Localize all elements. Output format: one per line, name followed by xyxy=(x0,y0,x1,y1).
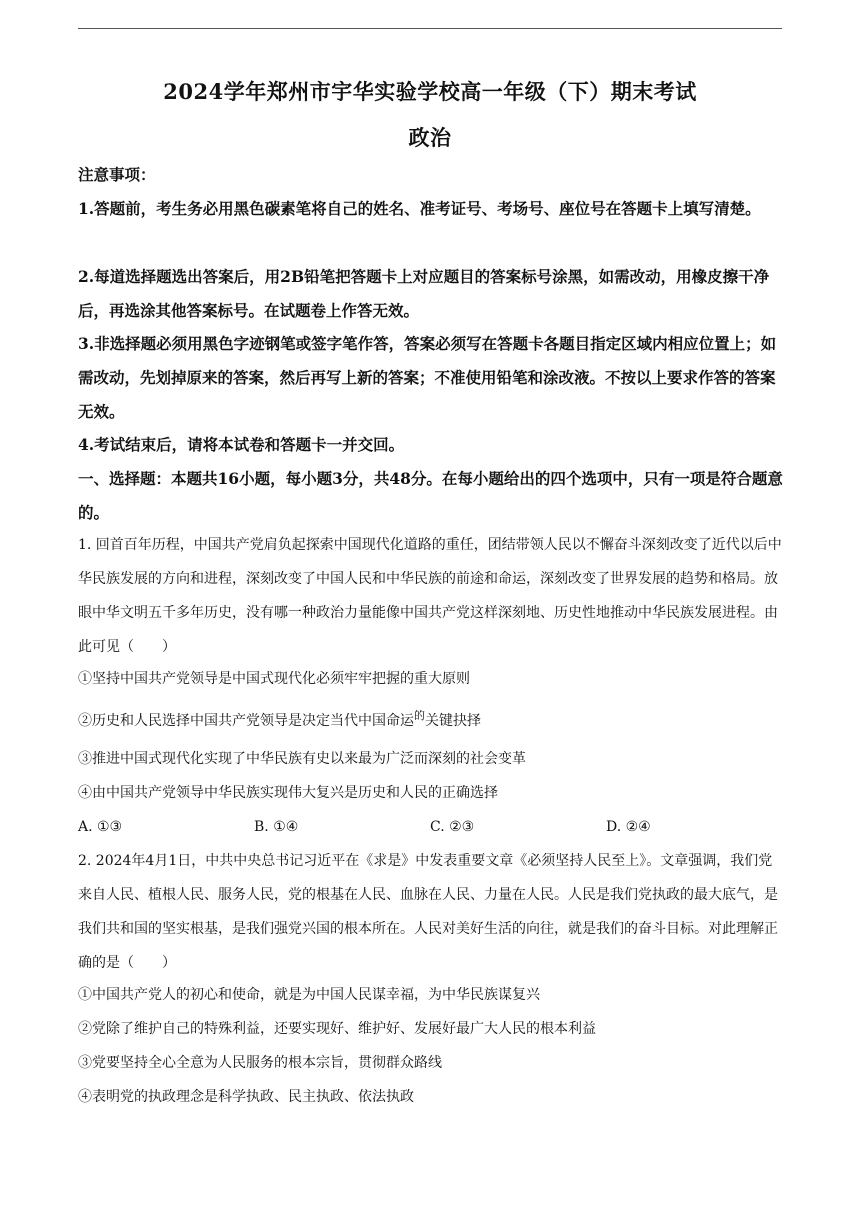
question-1-option-1: ①坚持中国共产党领导是中国式现代化必须牢牢把握的重大原则 xyxy=(78,671,470,687)
question-1-choice-c[interactable]: C. ②③ xyxy=(430,819,475,835)
question-1-choice-b[interactable]: B. ①④ xyxy=(254,819,299,835)
question-1-option-2-text: ②历史和人民选择中国共产党领导是决定当代中国命运 xyxy=(78,713,414,729)
question-1-choice-d[interactable]: D. ②④ xyxy=(606,819,651,835)
question-1-option-2-sup: 的 xyxy=(414,709,425,722)
notice-item-1: 1.答题前，考生务必用黑色碳素笔将自己的姓名、准考证号、考场号、座位号在答题卡上填写清楚。 xyxy=(78,199,761,218)
question-1-option-3: ③推进中国式现代化实现了中华民族有史以来最为广泛而深刻的社会变革 xyxy=(78,751,526,767)
notice-item-2: 2.每道选择题选出答案后，用2B铅笔把答题卡上对应题目的答案标号涂黑，如需改动，用橡皮擦干净后，再选涂其他答案标号。在试题卷上作答无效。 xyxy=(78,267,770,320)
question-1-option-2 xyxy=(78,704,782,739)
question-1-option-2-tail: 关键抉择 xyxy=(425,713,481,729)
question-1-stem: 1. 回首百年历程，中国共产党肩负起探索中国现代化道路的重任，团结带领人民以不懈奋斗深刻改变了近代以后中华民族发展的方向和进程，深刻改变了中国人民和中华民族的前途和命运，深刻改变了世界发展的趋势和格局。放眼中华文明五千多年历史，没有哪一种政治力量能像中国共产党这样深刻地、历史性地推动中华民族发展进程。由此可见（ ） xyxy=(78,537,782,655)
question-1-choice-a[interactable]: A. ①③ xyxy=(78,819,123,835)
question-2-option-4: ④表明党的执政理念是科学执政、民主执政、依法执政 xyxy=(78,1089,414,1105)
question-1-choices xyxy=(78,810,782,844)
section-heading: 一、选择题：本题共16小题，每小题3分，共48分。在每小题给出的四个选项中，只有一项是符合题意的。 xyxy=(78,469,783,522)
notice-heading: 注意事项： xyxy=(78,165,156,184)
exam-title: 2024学年郑州市宇华实验学校高一年级（下）期末考试 xyxy=(163,79,697,104)
question-2-option-3: ③党要坚持全心全意为人民服务的根本宗旨，贯彻群众路线 xyxy=(78,1055,442,1071)
exam-subject: 政治 xyxy=(408,125,452,150)
question-1-option-4: ④由中国共产党领导中华民族实现伟大复兴是历史和人民的正确选择 xyxy=(78,785,498,801)
question-2-option-2: ②党除了维护自己的特殊利益，还要实现好、维护好、发展好最广大人民的根本利益 xyxy=(78,1021,596,1037)
notice-item-3: 3.非选择题必须用黑色字迹钢笔或签字笔作答，答案必须写在答题卡各题目指定区域内相应位置上；如需改动，先划掉原来的答案，然后再写上新的答案；不准使用铅笔和涂改液。不按以上要求作答的答案无效。 xyxy=(78,334,777,421)
question-2-stem: 2. 2024年4月1日，中共中央总书记习近平在《求是》中发表重要文章《必须坚持人民至上》。文章强调，我们党来自人民、植根人民、服务人民，党的根基在人民、血脉在人民、力量在人民。人民是我们党执政的最大底气，是我们共和国的坚实根基，是我们强党兴国的根本所在。人民对美好生活的向往，就是我们的奋斗目标。对此理解正确的是（ ） xyxy=(78,853,778,971)
header-rule xyxy=(78,28,782,29)
notice-item-4: 4.考试结束后，请将本试卷和答题卡一并交回。 xyxy=(78,435,405,454)
question-2-option-1: ①中国共产党人的初心和使命，就是为中国人民谋幸福，为中华民族谋复兴 xyxy=(78,987,540,1003)
